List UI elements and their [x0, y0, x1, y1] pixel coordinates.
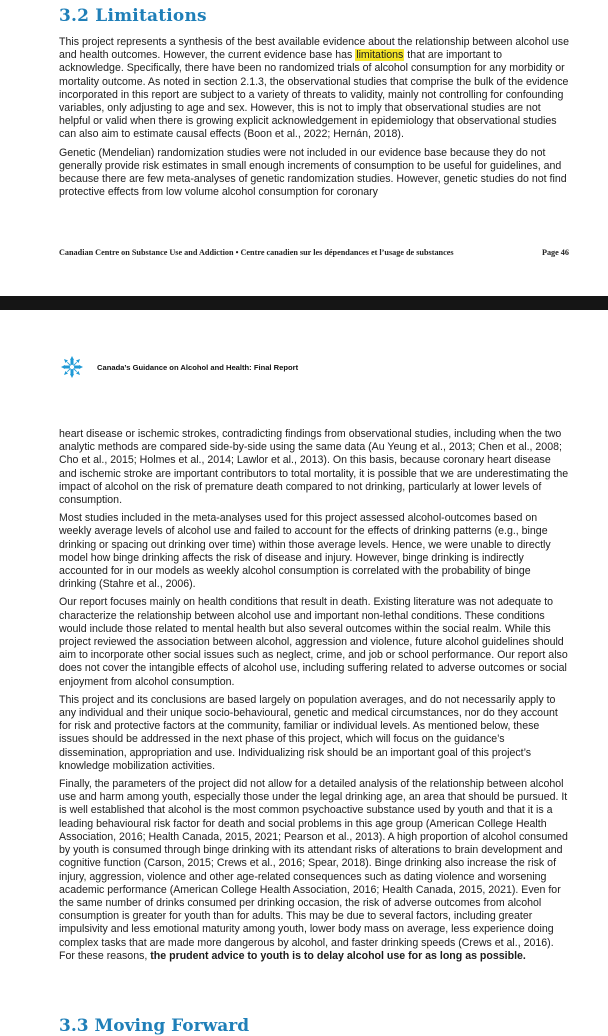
bottom-page-body — [59, 428, 569, 1018]
top-page-body — [59, 36, 569, 248]
section-heading: 3.2 Limitations — [59, 6, 207, 26]
paragraph-heart-disease: heart disease or ischemic strokes, contradicting findings from observational studies, including when the two analytic methods are compared side-by-side using the same data (Au Yeung et al., 2013; Chen et al., 2008; Cho et al., 2015; Holmes et al., 2014; Lawlor et al., 2013). On this basis, because coronary heart disease and ischemic stroke are important contributors to total mortality, it is possible that we are underestimating the impact of alcohol on the risk of premature death compared to not drinking, particularly at lower levels of consumption. — [59, 428, 569, 507]
page-number: Page 46 — [541, 248, 569, 257]
highlighted-word: limitations — [356, 49, 404, 62]
paragraph-youth: Finally, the parameters of the project did not allow for a detailed analysis of the relationship between alcohol use and harm among youth, especially those under the legal drinking age, an area that should be pursued. It is well established that alcohol is the most common psychoactive substance used by youth and that it is a leading behavioural risk factor for death and social problems in this age group (American College Health Association, 2016; Health Canada, 2015, 2021; Pearson et al., 2013). A high proportion of alcohol consumed by youth is consumed through binge drinking with its attendant risks of alterations to brain development and cognitive function (Carson, 2015; Crews et al., 2016; Spear, 2018). Binge drinking also increase the risk of injury, aggression, violence and other age-related consequences such as dating violence and worsening academic performance (American College Health Association, 2016; Health Canada, 2015, 2021). Even for the same number of drinks consumed per drinking occasion, the risk of adverse outcomes from alcohol consumption is greater for youth than for adults. This may be due to several factors, including greater impulsivity and less emotional maturity among youth, lower body mass on average, less experience doing complex tasks that are made more dangerous by alcohol, and faster drinking speeds (Crews et al., 2016). For these reasons, the prudent advice to youth is to delay alcohol use for as long as possible. — [59, 778, 568, 962]
paragraph-intro: This project represents a synthesis of the best available evidence about the relationship between alcohol use and health outcomes. However, the current evidence base has limitations that are important to acknowledge. Specifically, there have been no randomized trials of alcohol consumption for any morbidity or mortality outcome. As noted in section 2.1.3, the observational studies that comprise the bulk of the evidence incorporated in this report are subject to a variety of threats to validity, mainly not controlling for confounding variables, only adjusting to age and sex. However, this is not to imply that observational studies are not helpful or valid when there is growing explicit acknowledgement in epidemiology that observational studies can also aim to estimate causal effects (Boon et al., 2022; Hernán, 2018). — [59, 36, 569, 141]
paragraph-drinking-patterns: Most studies included in the meta-analyses used for this project assessed alcohol-outcomes based on weekly average levels of alcohol use and failed to account for the effects of drinking patterns (e.g., binge drinking or spacing out drinking over time) within those average levels. Hence, we were unable to directly model how binge drinking affects the risk of disease and injury. However, binge drinking is indirectly accounted for in our models as weekly alcohol consumption is correlated with the probability of binge drinking (Stahre et al., 2006). — [59, 512, 551, 591]
footer-organization: Canadian Centre on Substance Use and Addiction • Centre canadien sur les dépendances et l’usage de substances — [59, 248, 454, 257]
document-page-bottom — [0, 310, 608, 1036]
next-section-heading: 3.3 Moving Forward — [59, 1016, 250, 1036]
bold-advice: the prudent advice to youth is to delay alcohol use for as long as possible. — [150, 949, 526, 962]
page-footer — [59, 248, 569, 257]
paragraph-genetic: Genetic (Mendelian) randomization studies were not included in our evidence base because they do not generally provide risk estimates in small enough increments of consumption to be useful for guidelines, and because there are few meta-analyses of genetic randomization studies. However, genetic studies do not find protective effects from low volume alcohol consumption for coronary — [59, 146, 567, 199]
report-header — [59, 354, 298, 380]
document-page-top — [0, 0, 608, 296]
page-separator — [0, 296, 608, 310]
report-title: Canada’s Guidance on Alcohol and Health: Final Report — [97, 362, 299, 372]
paragraph-population-averages: This project and its conclusions are based largely on population averages, and do not necessarily apply to any individual and their unique socio-behavioural, genetic and medical circumstances, nor do they account for risk and protective factors at the community, familiar or individual levels. As mentioned below, these issues should be addressed in the next phase of this project, which will focus on the guidance’s dissemination, appropriation and use. Individualizing risk should be an important goal of this project’s knowledge mobilization activities. — [59, 693, 558, 772]
paragraph-health-conditions: Our report focuses mainly on health conditions that result in death. Existing literature was not adequate to characterize the relationship between alcohol use and important non-lethal conditions. These conditions would include those related to mental health but also several outcomes within the social realm. While this project reviewed the association between alcohol, aggression and violence, future alcohol guidelines should aim to incorporate other social issues such as neglect, crime, and job or school performance. Our report also does not cover the intangible effects of alcohol use, including suffering related to adverse outcomes or social enjoyment from alcohol consumption. — [59, 596, 568, 688]
ccsa-snowflake-logo-icon — [59, 354, 85, 380]
